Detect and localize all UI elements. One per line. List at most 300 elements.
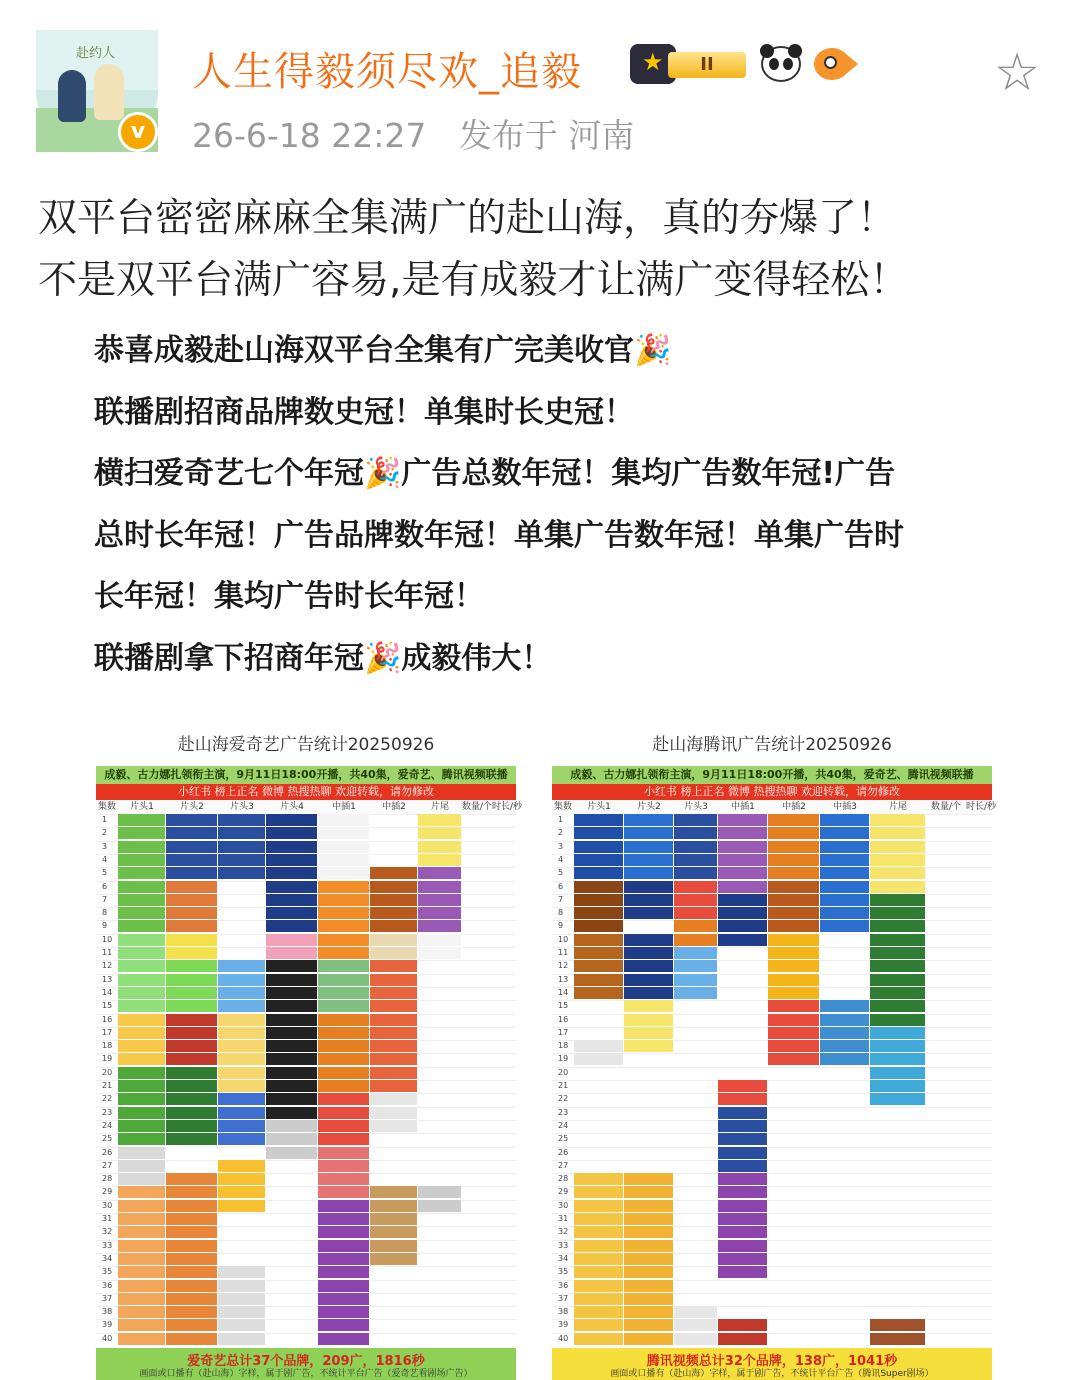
sheet-grid xyxy=(552,814,992,1348)
ad-cell xyxy=(768,881,820,893)
ad-cell xyxy=(166,1067,218,1079)
ad-cell xyxy=(624,814,674,826)
sheet-column-header: 集数 xyxy=(97,802,116,812)
ad-cell xyxy=(118,1173,166,1185)
ad-cell xyxy=(318,1319,370,1331)
row-number: 27 xyxy=(558,1160,569,1170)
ad-cell xyxy=(166,920,218,932)
ad-cell xyxy=(318,1093,370,1105)
ad-cell xyxy=(218,1133,266,1145)
ad-cell xyxy=(318,894,370,906)
row-number: 38 xyxy=(102,1307,113,1317)
ad-cell xyxy=(718,1160,768,1172)
ad-cell xyxy=(370,960,418,972)
ad-cell xyxy=(820,1040,870,1052)
ad-cell xyxy=(574,1253,624,1265)
ad-cell xyxy=(574,1266,624,1278)
row-number: 31 xyxy=(558,1214,569,1223)
crown-badge-icon[interactable] xyxy=(630,44,748,84)
ad-cell xyxy=(574,894,624,906)
ad-cell xyxy=(318,1266,370,1278)
ad-cell xyxy=(870,1014,926,1026)
ad-cell xyxy=(870,947,926,959)
panda-ear-left xyxy=(760,44,774,58)
row-number: 16 xyxy=(558,1014,569,1024)
ad-cell xyxy=(574,974,624,986)
ad-cell xyxy=(266,841,318,853)
row-number: 21 xyxy=(558,1081,569,1090)
sheet-total: 爱奇艺总计37个品牌，209广，1816秒 xyxy=(187,1354,425,1369)
ad-cell xyxy=(318,960,370,972)
ad-cell xyxy=(118,1186,166,1198)
ad-cell xyxy=(318,1293,370,1305)
ad-cell xyxy=(674,841,718,853)
announcement-line xyxy=(94,566,994,628)
ad-cell xyxy=(166,1120,218,1132)
ad-cell xyxy=(870,854,926,866)
row-number: 25 xyxy=(102,1134,113,1144)
row-number: 39 xyxy=(558,1320,569,1330)
ad-cell xyxy=(118,1133,166,1145)
ad-cell xyxy=(624,987,674,999)
row-number: 3 xyxy=(102,841,108,851)
ad-cell xyxy=(118,1120,166,1132)
fish-icon[interactable] xyxy=(812,44,858,84)
row-number: 1 xyxy=(102,815,108,824)
ad-cell xyxy=(624,1040,674,1052)
ad-cell xyxy=(118,1053,166,1065)
ad-cell xyxy=(218,1107,266,1119)
ad-cell xyxy=(768,841,820,853)
row-number: 21 xyxy=(102,1081,113,1090)
row-number: 14 xyxy=(558,987,569,997)
ad-cell xyxy=(624,1200,674,1212)
ad-cell xyxy=(218,1027,266,1039)
ad-cell xyxy=(318,854,370,866)
ad-cell xyxy=(166,1040,218,1052)
ad-cell xyxy=(266,1000,318,1012)
ad-cell xyxy=(370,1107,418,1119)
ad-cell xyxy=(370,907,418,919)
ad-cell xyxy=(118,1319,166,1331)
ad-cell xyxy=(870,867,926,879)
ad-cell xyxy=(370,987,418,999)
ad-cell xyxy=(870,1093,926,1105)
ad-cell xyxy=(870,960,926,972)
ad-cell xyxy=(118,1253,166,1265)
ad-cell xyxy=(166,907,218,919)
row-number: 15 xyxy=(102,1001,113,1011)
ad-cell xyxy=(218,1093,266,1105)
ad-cell xyxy=(118,1093,166,1105)
ad-cell xyxy=(574,934,624,946)
row-number: 15 xyxy=(558,1001,569,1011)
ad-cell xyxy=(218,974,266,986)
tencent-ad-sheet[interactable] xyxy=(552,720,997,1380)
ad-cell xyxy=(266,881,318,893)
ad-cell xyxy=(574,1186,624,1198)
row-number: 20 xyxy=(102,1067,113,1077)
username[interactable]: 人生得毅须尽欢_追毅 xyxy=(192,49,582,95)
ad-cell xyxy=(674,1333,718,1345)
ad-cell xyxy=(870,987,926,999)
ad-cell xyxy=(624,1226,674,1238)
ad-cell xyxy=(118,1000,166,1012)
ad-cell xyxy=(118,1027,166,1039)
avatar-sign: 赴约人 xyxy=(76,46,116,61)
ad-cell xyxy=(370,881,418,893)
ad-cell xyxy=(118,1213,166,1225)
sheet-column-header: 中插2 xyxy=(782,802,806,812)
ad-cell xyxy=(118,1080,166,1092)
row-number: 28 xyxy=(558,1174,569,1184)
ad-cell xyxy=(370,1200,418,1212)
row-number: 22 xyxy=(102,1094,113,1104)
ad-cell xyxy=(624,1293,674,1305)
ad-cell xyxy=(166,1107,218,1119)
ad-cell xyxy=(370,920,418,932)
ad-cell xyxy=(820,907,870,919)
ad-cell xyxy=(624,947,674,959)
ad-cell xyxy=(118,854,166,866)
ad-cell xyxy=(418,827,462,839)
ad-cell xyxy=(318,1120,370,1132)
row-number: 5 xyxy=(558,868,564,878)
ad-cell xyxy=(318,1333,370,1345)
ad-cell xyxy=(370,1186,418,1198)
row-number: 33 xyxy=(102,1240,113,1250)
iqiyi-ad-sheet[interactable] xyxy=(96,720,523,1380)
ad-cell xyxy=(118,1147,166,1159)
ad-cell xyxy=(318,1133,370,1145)
ad-cell xyxy=(574,854,624,866)
ad-cell xyxy=(624,1319,674,1331)
ad-cell xyxy=(870,881,926,893)
row-number: 29 xyxy=(102,1187,113,1197)
post-location: 发布于 河南 xyxy=(458,116,635,155)
panda-ear-right xyxy=(788,44,802,58)
row-number: 28 xyxy=(102,1174,113,1184)
post-body-line: 双平台密密麻麻全集满广的赴山海，真的夯爆了！ xyxy=(38,196,897,241)
ad-cell xyxy=(418,947,462,959)
row-number: 31 xyxy=(102,1214,113,1223)
ad-cell xyxy=(870,1027,926,1039)
row-number: 36 xyxy=(558,1280,569,1290)
ad-cell xyxy=(718,1226,768,1238)
ad-cell xyxy=(266,867,318,879)
party-popper-icon: 🎉 xyxy=(364,456,402,491)
ad-cell xyxy=(266,920,318,932)
grid-line xyxy=(552,1133,992,1134)
ad-cell xyxy=(118,814,166,826)
announcement-text: 总时长年冠！广告品牌数年冠！单集广告数年冠！单集广告时 xyxy=(94,517,904,553)
sheet-column-header: 片头2 xyxy=(637,802,661,812)
ad-cell xyxy=(418,1186,462,1198)
announcement-text: 长年冠！集均广告时长年冠！ xyxy=(94,579,484,614)
row-number: 26 xyxy=(558,1147,569,1157)
ad-cell xyxy=(870,907,926,919)
announcement-text: 横扫爱奇艺七个年冠 xyxy=(94,456,364,491)
ad-cell xyxy=(118,987,166,999)
ad-cell xyxy=(624,960,674,972)
ad-cell xyxy=(118,1333,166,1345)
ad-cell xyxy=(574,1306,624,1318)
row-number: 32 xyxy=(558,1227,569,1237)
ad-cell xyxy=(624,881,674,893)
ad-cell xyxy=(674,920,718,932)
ad-cell xyxy=(674,1319,718,1331)
ad-cell xyxy=(624,841,674,853)
ad-cell xyxy=(266,1053,318,1065)
row-number: 19 xyxy=(102,1054,113,1064)
ad-cell xyxy=(218,1040,266,1052)
ad-cell xyxy=(574,1319,624,1331)
ad-cell xyxy=(266,1147,318,1159)
ad-cell xyxy=(118,1014,166,1026)
ad-cell xyxy=(624,867,674,879)
ad-cell xyxy=(624,1213,674,1225)
ad-cell xyxy=(318,1000,370,1012)
post-meta xyxy=(192,110,656,157)
ad-cell xyxy=(718,1200,768,1212)
ad-cell xyxy=(166,960,218,972)
row-number: 30 xyxy=(558,1200,569,1210)
ad-cell xyxy=(318,987,370,999)
ad-cell xyxy=(574,1040,624,1052)
grid-line xyxy=(552,1147,992,1148)
row-number: 32 xyxy=(102,1227,113,1237)
ad-cell xyxy=(870,1040,926,1052)
ad-cell xyxy=(370,1067,418,1079)
grid-line xyxy=(552,1067,992,1068)
ad-cell xyxy=(118,1306,166,1318)
ad-cell xyxy=(870,814,926,826)
ad-cell xyxy=(870,894,926,906)
row-number: 10 xyxy=(558,934,569,944)
sheet-column-header: 数量/个 xyxy=(462,802,493,812)
ad-cell xyxy=(318,1107,370,1119)
ad-cell xyxy=(870,920,926,932)
ad-cell xyxy=(820,920,870,932)
ad-cell xyxy=(870,1067,926,1079)
ad-cell xyxy=(166,1014,218,1026)
ad-cell xyxy=(624,1027,674,1039)
row-number: 13 xyxy=(558,974,569,984)
ad-cell xyxy=(318,1080,370,1092)
ad-cell xyxy=(624,1000,674,1012)
sheet-column-header: 中插3 xyxy=(833,802,857,812)
ad-cell xyxy=(218,1293,266,1305)
announcement-text: 成毅伟大！ xyxy=(401,640,552,676)
panda-eye-left xyxy=(769,58,779,70)
panda-icon[interactable] xyxy=(758,44,804,84)
ad-cell xyxy=(768,974,820,986)
ad-cell xyxy=(166,1080,218,1092)
ad-cell xyxy=(218,1200,266,1212)
sheet-column-header: 中插1 xyxy=(731,802,755,812)
ad-cell xyxy=(218,1266,266,1278)
row-number: 39 xyxy=(102,1320,113,1330)
ad-cell xyxy=(118,1280,166,1292)
ad-cell xyxy=(370,867,418,879)
ad-cell xyxy=(218,1160,266,1172)
row-number: 40 xyxy=(558,1333,569,1343)
ad-cell xyxy=(118,1226,166,1238)
ad-cell xyxy=(574,1213,624,1225)
ad-cell xyxy=(118,960,166,972)
star-icon[interactable]: ☆ xyxy=(993,43,1041,103)
ad-cell xyxy=(820,881,870,893)
ad-cell xyxy=(718,894,768,906)
panda-eye-right xyxy=(783,58,793,70)
row-number: 38 xyxy=(558,1307,569,1317)
row-number: 4 xyxy=(558,854,564,864)
ad-cell xyxy=(870,827,926,839)
ad-cell xyxy=(574,841,624,853)
ad-cell xyxy=(418,867,462,879)
ad-cell xyxy=(870,841,926,853)
row-number: 7 xyxy=(102,894,108,904)
ad-cell xyxy=(266,1093,318,1105)
row-number: 9 xyxy=(558,921,564,931)
ad-cell xyxy=(118,947,166,959)
ad-cell xyxy=(166,947,218,959)
ad-cell xyxy=(370,974,418,986)
ad-cell xyxy=(624,907,674,919)
row-number: 19 xyxy=(558,1054,569,1064)
ad-cell xyxy=(624,1266,674,1278)
post-header xyxy=(0,0,1078,170)
ad-cell xyxy=(218,1319,266,1331)
sheet-column-header: 片头2 xyxy=(180,802,204,812)
row-number: 3 xyxy=(558,841,564,851)
ad-cell xyxy=(118,881,166,893)
ad-cell xyxy=(624,1333,674,1345)
ad-cell xyxy=(370,1226,418,1238)
ad-cell xyxy=(118,907,166,919)
announcement-line xyxy=(94,382,994,444)
ad-cell xyxy=(370,947,418,959)
ad-cell xyxy=(574,1173,624,1185)
avatar-figure-left xyxy=(58,70,86,122)
row-number: 40 xyxy=(102,1333,113,1343)
sheet-column-header: 时长/秒 xyxy=(492,802,523,812)
ad-cell xyxy=(370,1053,418,1065)
ad-cell xyxy=(118,894,166,906)
ad-cell xyxy=(418,894,462,906)
ad-cell xyxy=(870,1333,926,1345)
ad-cell xyxy=(266,1107,318,1119)
sheet-column-header: 片头4 xyxy=(280,802,304,812)
ad-cell xyxy=(870,1000,926,1012)
ad-cell xyxy=(768,867,820,879)
ad-cell xyxy=(166,894,218,906)
ad-cell xyxy=(118,1107,166,1119)
ad-cell xyxy=(674,947,718,959)
ad-cell xyxy=(218,867,266,879)
ad-cell xyxy=(574,1053,624,1065)
ad-cell xyxy=(870,1053,926,1065)
sheet-header-row xyxy=(552,800,997,814)
ad-cell xyxy=(118,867,166,879)
ad-cell xyxy=(166,841,218,853)
ad-cell xyxy=(624,894,674,906)
ad-cell xyxy=(624,1240,674,1252)
ad-cell xyxy=(166,974,218,986)
row-number: 35 xyxy=(102,1267,113,1277)
ad-cell xyxy=(418,881,462,893)
sheet-title: 赴山海爱奇艺广告统计20250926 xyxy=(177,735,435,755)
ad-cell xyxy=(318,1040,370,1052)
ad-cell xyxy=(266,827,318,839)
ad-cell xyxy=(118,934,166,946)
ad-cell xyxy=(166,1280,218,1292)
sheet-column-header: 时长/秒 xyxy=(966,802,997,812)
ad-cell xyxy=(266,894,318,906)
ad-cell xyxy=(418,814,462,826)
row-number: 11 xyxy=(102,948,113,957)
ad-cell xyxy=(218,827,266,839)
ad-cell xyxy=(370,934,418,946)
sheet-banner: 成毅、古力娜扎领衔主演，9月11日18:00开播，共40集，爱奇艺、腾讯视频联播 xyxy=(552,766,992,784)
ad-cell xyxy=(318,1027,370,1039)
ad-cell xyxy=(418,920,462,932)
row-number: 13 xyxy=(102,974,113,984)
ad-cell xyxy=(768,894,820,906)
ad-cell xyxy=(370,1040,418,1052)
ad-cell xyxy=(318,827,370,839)
ad-cell xyxy=(768,814,820,826)
ad-cell xyxy=(318,934,370,946)
ad-cell xyxy=(118,1200,166,1212)
ad-cell xyxy=(218,1080,266,1092)
sheet-banner: 成毅、古力娜扎领衔主演，9月11日18:00开播，共40集，爱奇艺、腾讯视频联播 xyxy=(96,766,516,784)
ad-cell xyxy=(870,934,926,946)
ad-cell xyxy=(318,1014,370,1026)
ad-cell xyxy=(266,854,318,866)
row-number: 11 xyxy=(558,948,569,957)
ad-cell xyxy=(820,854,870,866)
row-number: 14 xyxy=(102,987,113,997)
ad-cell xyxy=(370,1213,418,1225)
ad-cell xyxy=(370,1253,418,1265)
row-number: 35 xyxy=(558,1267,569,1277)
ad-cell xyxy=(166,1333,218,1345)
ad-cell xyxy=(118,1160,166,1172)
announcement-line xyxy=(94,443,994,505)
ad-cell xyxy=(318,1200,370,1212)
ad-cell xyxy=(674,854,718,866)
sheet-column-header: 片头1 xyxy=(130,802,154,812)
ad-cell xyxy=(574,881,624,893)
sheet-grid xyxy=(96,814,516,1348)
ad-cell xyxy=(768,1014,820,1026)
ad-cell xyxy=(718,934,768,946)
row-number: 9 xyxy=(102,921,108,931)
ad-cell xyxy=(266,907,318,919)
ad-cell xyxy=(624,1186,674,1198)
ad-cell xyxy=(318,1306,370,1318)
ad-cell xyxy=(166,1306,218,1318)
ad-cell xyxy=(418,854,462,866)
row-number: 34 xyxy=(558,1253,569,1263)
announcement-image[interactable] xyxy=(94,320,994,689)
ad-cell xyxy=(266,947,318,959)
ad-cell xyxy=(768,934,820,946)
ad-cell xyxy=(318,1186,370,1198)
announcement-line xyxy=(94,505,994,567)
ad-cell xyxy=(166,934,218,946)
